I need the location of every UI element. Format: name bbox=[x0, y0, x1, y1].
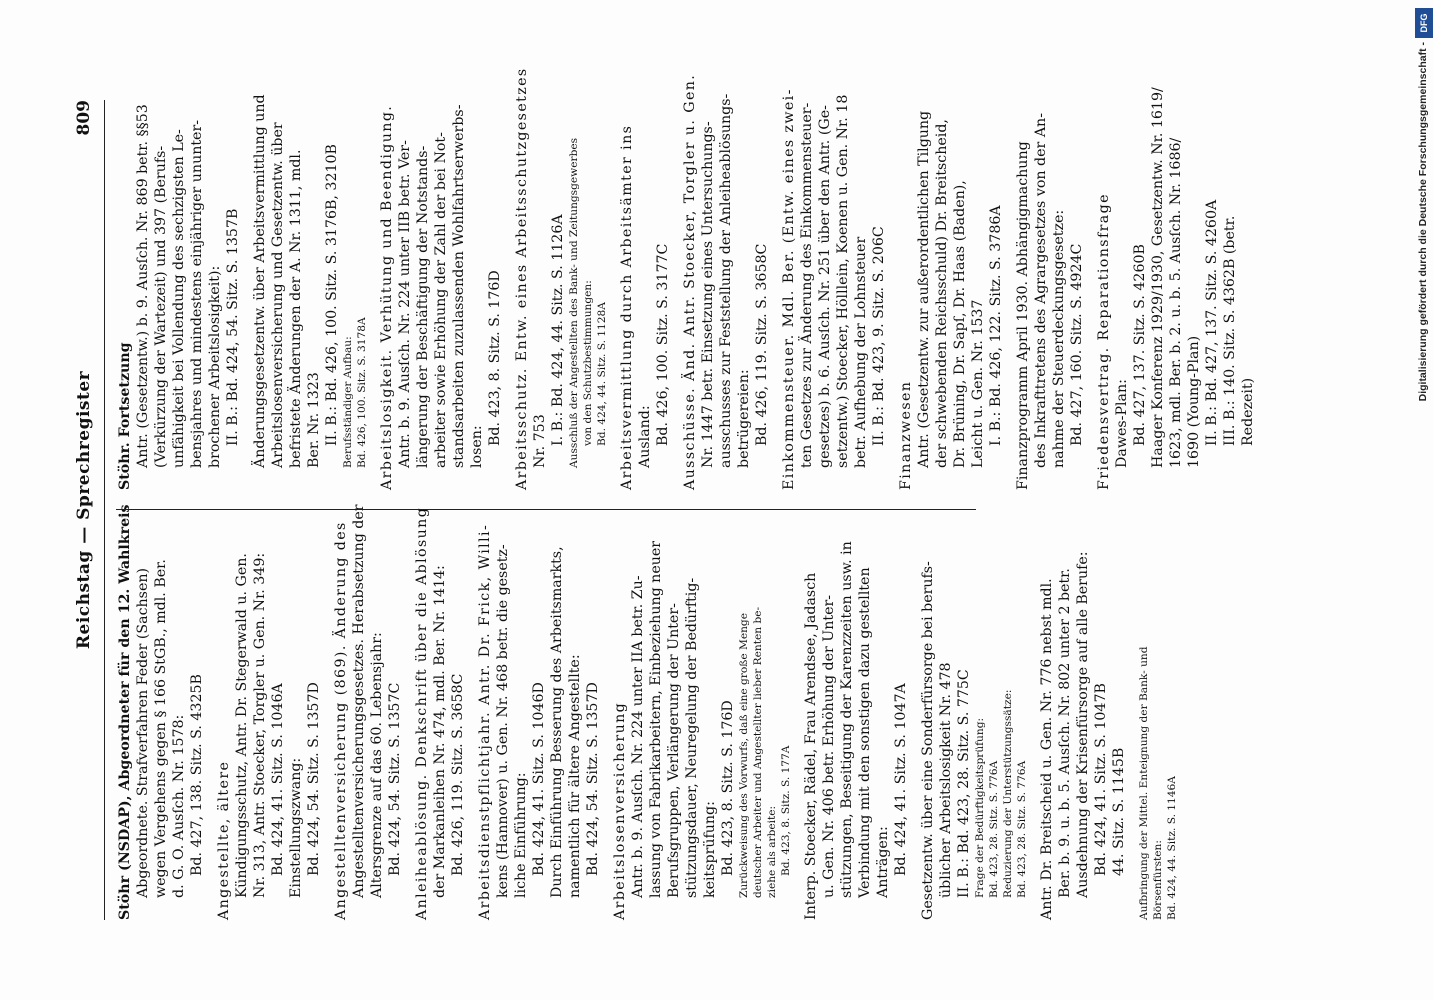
entry-line: II. B.: Bd. 426, 100. Sitz. S. 3176B, 3210B bbox=[324, 144, 340, 446]
register-entry bbox=[513, 67, 609, 490]
entry-line: Bd. 424, 41. Sitz. S. 1046D bbox=[531, 682, 547, 876]
entry-line: deutscher Arbeiter und Angestellter lieber Renten be- bbox=[752, 606, 764, 898]
entry-line: gesetzes) b. 6. Ausſch. Nr. 251 über den Antr. (Ge- bbox=[817, 105, 833, 468]
entry-line: befristete Änderungen der A. Nr. 1311, mdl. bbox=[288, 149, 304, 468]
entry-line: Arbeitslosenversicherung bbox=[612, 701, 628, 920]
entry-line: I. B.: Bd. 426, 122. Sitz. S. 3786A bbox=[988, 205, 1004, 446]
entry-line: Interp. Stoecker, Rädel, Frau Arendsee, Jadasch bbox=[803, 572, 819, 920]
entry-line: Angestellte, ältere bbox=[216, 760, 232, 920]
entry-line: Altersgrenze auf das 60. Lebensjahr: bbox=[369, 632, 385, 898]
entry-line: Bd. 423, 8. Sitz. S. 177A bbox=[780, 745, 792, 876]
entry-line: Ber. b. 9. u. b. 5. Ausſch. Nr. 802 unter 2 betr. bbox=[1057, 568, 1073, 898]
entry-line: Berufsständiger Aufbau: bbox=[342, 336, 354, 468]
register-entry bbox=[476, 523, 602, 920]
entry-line: Nr. 753 bbox=[532, 414, 548, 468]
entry-line: Ausschluß der Angestellten des Bank- und Zeitungsgewerbes bbox=[568, 137, 580, 468]
entry-line: keitsprüfung: bbox=[702, 801, 718, 898]
entry-line: der Markanleihen Nr. 474, mdl. Ber. Nr. 1414: bbox=[432, 565, 448, 898]
entry-line: Änderungsgesetzentw. über Arbeitsvermittlung und bbox=[252, 94, 268, 468]
entry-line: Bd. 427, 137. Sitz. S. 4260B bbox=[1132, 244, 1148, 446]
column-divider bbox=[116, 509, 976, 510]
register-entry bbox=[1014, 105, 1086, 490]
entry-line: stützungsdauer, Neuregelung der Bedürftig- bbox=[684, 577, 700, 898]
entry-line: Durch Einführung Besserung des Arbeitsmarkts, bbox=[549, 546, 565, 898]
entry-line: Arbeitsdienstpflichtjahr. Antr. Dr. Frick, Willi- bbox=[477, 523, 493, 920]
entry-line: arbeiter sowie Erhöhung der Zahl der bei Not- bbox=[433, 132, 449, 468]
left-column bbox=[116, 504, 1188, 920]
entry-line: Gesetzentw. über eine Sonderfürsorge bei berufs- bbox=[920, 561, 936, 920]
register-entry bbox=[780, 88, 888, 490]
entry-line: Bd. 424, 44. Sitz. S. 1128A bbox=[596, 302, 608, 446]
entry-line: Arbeitslosenversicherung und Gesetzentw. über bbox=[270, 122, 286, 468]
entry-line: Bd. 423, 28. Sitz. S. 776A bbox=[1016, 760, 1028, 898]
entry-line: u. Gen. Nr. 406 betr. Erhöhung der Unter- bbox=[821, 594, 837, 898]
entry-line: Bd. 423, 8. Sitz. S. 176D bbox=[487, 270, 503, 446]
entry-line: wegen Vergehens gegen § 166 StGB., mdl. Ber. bbox=[153, 559, 169, 898]
entry-line: lassung von Fabrikarbeitern, Einbeziehung neuer bbox=[648, 540, 664, 898]
entry-line: 44. Sitz. S. 1145B bbox=[1111, 747, 1127, 876]
header-rule bbox=[104, 100, 105, 920]
entry-line: Finanzwesen bbox=[898, 380, 914, 490]
entry-line: Bd. 423, 28. Sitz. S. 776A bbox=[988, 760, 1000, 898]
entry-line: III. B.: 140. Sitz. S. 4362B (betr. bbox=[1222, 215, 1238, 446]
entry-line: setzentw.) Stoecker, Hölllein, Koenen u. Gen. Nr. 18 bbox=[835, 94, 851, 468]
entry-line: Antr. Dr. Breitscheid u. Gen. Nr. 776 nebst mdl. bbox=[1039, 578, 1055, 920]
entry-line: Bd. 426, 119. Sitz. S. 3658C bbox=[754, 243, 770, 446]
entry-line: Finanzprogramm April 1930. Abhängigmachung bbox=[1015, 141, 1031, 490]
entry-line: Dawes-Plan: bbox=[1114, 379, 1130, 468]
right-column bbox=[116, 67, 1266, 490]
page-header bbox=[70, 100, 110, 920]
entry-line: Bd. 426, 119. Sitz. S. 3658C bbox=[450, 673, 466, 876]
entry-line: üblicher Arbeitslosigkeit Nr. 478 bbox=[938, 662, 954, 898]
entry-line: Berufsgruppen, Verlängerung der Unter- bbox=[666, 603, 682, 898]
entry-line: II. B.: Bd. 427, 137. Sitz. S. 4260A bbox=[1204, 199, 1220, 446]
entry-line: der schwebenden Reichsschuld) Dr. Breitscheid, bbox=[934, 119, 950, 468]
entry-line: Bd. 423, 8. Sitz. S. 176D bbox=[720, 700, 736, 876]
entry-line: Redezeit) bbox=[1240, 377, 1256, 446]
entry-line: d. G. O. Ausſch. Nr. 1578: bbox=[171, 714, 187, 898]
entry-line: stützungen, Beseitigung der Karenzzeiten usw. in bbox=[839, 541, 855, 898]
entry-line: Verbindung mit den sonstigen dazu gestellten bbox=[857, 567, 873, 898]
entry-line: von den Schutzbestimmungen: bbox=[582, 280, 594, 446]
entry-line: Arbeitsschutz. Entw. eines Arbeitsschutzgesetzes bbox=[514, 67, 530, 490]
entry-line: standsarbeiten zuzulassenden Wohlfahrtserwerbs- bbox=[451, 104, 467, 468]
register-entry bbox=[1137, 535, 1179, 920]
register-entry bbox=[919, 535, 1029, 920]
page-header-title: Reichstag — Sprechregister bbox=[74, 370, 94, 650]
entry-line: Dr. Brüning, Dr. Sapſ, Dr. Haas (Baden), bbox=[952, 180, 968, 468]
entry-line: bensjahres und mindestens einjähriger ununter- bbox=[189, 119, 205, 468]
register-entry bbox=[413, 506, 467, 920]
entry-line: längerung der Beschäftigung der Notstands- bbox=[415, 145, 431, 468]
entry-line: Bd. 426, 100. Sitz. S. 3177C bbox=[655, 243, 671, 446]
entry-line: Haager Konferenz 1929/1930, Gesetzentw. Nr. 1619/ bbox=[1150, 87, 1166, 468]
entry-line: Frage der Bedürftigkeitsprüfung: bbox=[974, 717, 986, 898]
register-entry bbox=[116, 105, 242, 490]
entry-line: Antr. b. 9. Ausſch. Nr. 224 unter IIA betr. Zu- bbox=[630, 575, 646, 898]
entry-line: nahme der Steuerdeckungsgesetze: bbox=[1051, 209, 1067, 468]
entry-line: Börsenfürsten: bbox=[1152, 840, 1164, 920]
entry-line: Antr. b. 9. Ausſch. Nr. 224 unter IIB betr. Ver- bbox=[397, 140, 413, 468]
entry-line: Ber. Nr. 1323 bbox=[306, 372, 322, 468]
entry-line: Reduzierung der Unterstützungssätze: bbox=[1002, 689, 1014, 898]
entry-line: kens (Hannover) u. Gen. Nr. 468 betr. die gesetz- bbox=[495, 544, 511, 898]
entry-line: losen: bbox=[469, 425, 485, 468]
register-entry bbox=[332, 504, 404, 920]
entry-line: Arbeitsvermittlung durch Arbeitsämter ins bbox=[619, 124, 635, 490]
entry-line: unfähigkeit bei Vollendung des sechzigsten Le- bbox=[171, 129, 187, 468]
entry-line: Abgeordnete. Strafverfahren Feder (Sachsen) bbox=[135, 567, 151, 898]
register-entry bbox=[1038, 535, 1128, 920]
entry-line: liche Einführung: bbox=[513, 772, 529, 898]
register-entry bbox=[378, 105, 504, 490]
register-entry bbox=[251, 94, 369, 490]
entry-line: Bd. 424, 54. Sitz. S. 1357D bbox=[585, 682, 601, 876]
entry-line: II. B.: Bd. 424, 54. Sitz. S. 1357B bbox=[225, 208, 241, 446]
entry-line: betr. Aufhebung der Lohnsteuer bbox=[853, 236, 869, 468]
entry-line: Arbeitslosigkeit. Verhütung und Beendigung. bbox=[379, 104, 395, 490]
rotated-page bbox=[70, 67, 1360, 920]
dfg-logo-icon: DFG bbox=[1415, 8, 1433, 38]
register-entry bbox=[618, 105, 672, 490]
entry-line: Stöhr (NSDAP), Abgeordneter für den 12. Wahlkreis bbox=[117, 504, 133, 920]
entry-line: des Inkrafttretens des Agrargesetzes von der An- bbox=[1033, 113, 1049, 468]
entry-line: Bd. 424, 41. Sitz. S. 1046A bbox=[270, 683, 286, 876]
entry-line: Angestelltenversicherungsgesetzes. Herabsetzung der bbox=[351, 504, 367, 898]
entry-line: brochener Arbeitslosigkeit): bbox=[207, 265, 223, 468]
entry-line: 1690 (Young-Plan) bbox=[1186, 335, 1202, 468]
entry-line: Bd. 424, 41. Sitz. S. 1047A bbox=[893, 683, 909, 876]
entry-line: Friedensvertrag. Reparationsfrage bbox=[1096, 193, 1112, 490]
register-entry bbox=[802, 535, 910, 920]
digitization-banner bbox=[1412, 8, 1434, 988]
entry-line: Antr. (Gesetzentw. zur außerordentlichen Tilgung bbox=[916, 110, 932, 468]
entry-line: 1623, mdl. Ber. b. 2. u. b. 5. Ausſch. Nr. 1686/ bbox=[1168, 137, 1184, 468]
entry-line: Bd. 424, 44. Sitz. S. 1146A bbox=[1166, 776, 1178, 920]
entry-line: ziehe als arbeite: bbox=[766, 805, 778, 898]
entry-line: II. B.: Bd. 423, 28. Sitz. S. 775C bbox=[956, 669, 972, 898]
entry-line: Einkommensteuer. Mdl. Ber. (Entw. eines zwei- bbox=[781, 88, 797, 490]
entry-line: ausschusses zur Feststellung der Anleiheablösungs- bbox=[718, 93, 734, 468]
entry-line: Antr. (Gesetzentw.) b. 9. Ausſch. Nr. 869 betr. §§53 bbox=[135, 104, 151, 468]
entry-line: Aufbringung der Mittel. Enteignung der Bank- und bbox=[1138, 646, 1150, 920]
entry-line: Bd. 427, 160. Sitz. S. 4924C bbox=[1069, 243, 1085, 446]
entry-line: Bd. 424, 54. Sitz. S. 1357D bbox=[306, 682, 322, 876]
register-entry bbox=[116, 504, 206, 920]
entry-line: Anleiheablösung. Denkschrift über die Ablösung bbox=[414, 506, 430, 920]
register-entry bbox=[611, 535, 793, 920]
register-entry bbox=[897, 105, 1005, 490]
entry-line: Bd. 426, 100. Sitz. S. 3178A bbox=[356, 317, 368, 468]
entry-line: I. B.: Bd. 424, 44. Sitz. S. 1126A bbox=[550, 214, 566, 446]
entry-line: Einstellungszwang: bbox=[288, 757, 304, 898]
entry-line: II. B.: Bd. 423, 9. Sitz. S. 206C bbox=[871, 226, 887, 446]
entry-line: Zurückweisung des Vorwurfs, daß eine große Menge bbox=[738, 613, 750, 898]
page-number: 809 bbox=[74, 100, 94, 136]
entry-line: Ausschüsse. Änd. Antr. Stoecker, Torgler u. Gen. bbox=[682, 73, 698, 490]
entry-line: Nr. 1447 betr. Einsetzung eines Untersuchungs- bbox=[700, 121, 716, 468]
register-entry bbox=[215, 535, 323, 920]
entry-line: Ausland: bbox=[637, 405, 653, 468]
entry-line: (Verkürzung der Wartezeit) und 397 (Berufs- bbox=[153, 145, 169, 468]
entry-line: Angestelltenversicherung (869). Änderung des bbox=[333, 521, 349, 920]
entry-line: ten Gesetzes zur Änderung des Einkommensteuer- bbox=[799, 102, 815, 468]
entry-line: namentlich für ältere Angestellte: bbox=[567, 654, 583, 898]
entry-line: Kündigungsschutz, Antr. Dr. Stegerwald u. Gen. bbox=[234, 553, 250, 898]
entry-line: Ausdehnung der Krisenfürsorge auf alle Berufe: bbox=[1075, 551, 1091, 898]
entry-line: Anträgen: bbox=[875, 826, 891, 898]
register-entry bbox=[1095, 87, 1257, 490]
entry-line: betrügereien: bbox=[736, 369, 752, 468]
digitization-banner-text: Digitalisierung gefördert durch die Deutsche Forschungsgemeinschaft - bbox=[1417, 42, 1429, 402]
register-entry bbox=[681, 73, 771, 490]
entry-line: Bd. 424, 41. Sitz. S. 1047B bbox=[1093, 683, 1109, 876]
entry-line: Bd. 424, 54. Sitz. S. 1357C bbox=[387, 682, 403, 876]
entry-line: Nr. 313, Antr. Stoecker, Torgler u. Gen. Nr. 349: bbox=[252, 552, 268, 898]
entry-line: Bd. 427, 138. Sitz. S. 4325B bbox=[189, 674, 205, 876]
entry-line: Stöhr. Fortsetzung bbox=[117, 342, 133, 490]
entry-line: Leicht u. Gen. Nr. 1537 bbox=[970, 299, 986, 468]
